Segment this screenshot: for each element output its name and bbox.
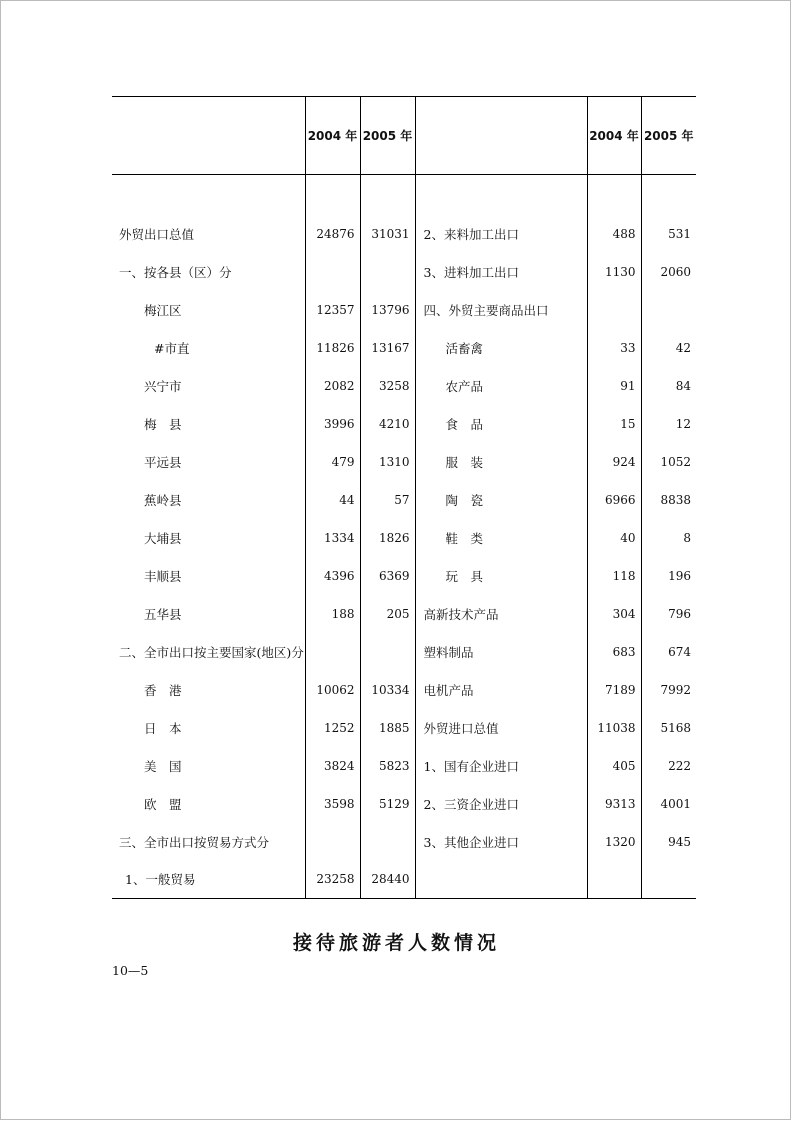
right-item-label: 陶 瓷	[415, 481, 587, 519]
left-value-2004: 188	[305, 595, 360, 633]
foreign-trade-table	[112, 96, 696, 899]
right-value-2004: 488	[587, 215, 641, 253]
left-value-2004: 24876	[305, 215, 360, 253]
left-item-label: 蕉岭县	[144, 492, 182, 508]
right-item-label: 玩 具	[415, 557, 587, 595]
right-value-2004: 40	[587, 519, 641, 557]
table-row	[112, 481, 696, 519]
right-value-2005: 7992	[641, 671, 696, 709]
left-item-label: 香 港	[144, 682, 182, 698]
left-item-label: 日 本	[144, 720, 182, 736]
right-value-2005: 42	[641, 329, 696, 367]
table-row	[112, 215, 696, 253]
table-row	[112, 443, 696, 481]
right-value-2004: 15	[587, 405, 641, 443]
left-value-2005: 13796	[360, 291, 415, 329]
right-item-label: 服 装	[415, 443, 587, 481]
left-value-2004: 11826	[305, 329, 360, 367]
left-value-2005: 10334	[360, 671, 415, 709]
left-value-2004: 479	[305, 443, 360, 481]
table-row	[112, 291, 696, 329]
left-value-2005: 1885	[360, 709, 415, 747]
table-row	[112, 633, 696, 671]
left-value-2005: 6369	[360, 557, 415, 595]
right-value-2004	[587, 291, 641, 329]
right-item-label: 外贸进口总值	[415, 709, 587, 747]
right-item-label: 四、外贸主要商品出口	[415, 291, 587, 329]
table-row	[112, 519, 696, 557]
right-item-label: 食 品	[415, 405, 587, 443]
right-item-label: 农产品	[415, 367, 587, 405]
left-value-2004: 4396	[305, 557, 360, 595]
right-item-label: 3、进料加工出口	[415, 253, 587, 291]
left-value-2004: 3598	[305, 785, 360, 823]
left-value-2004	[305, 633, 360, 671]
right-item-label	[415, 861, 587, 899]
table-row	[112, 747, 696, 785]
right-value-2005: 531	[641, 215, 696, 253]
table-row	[112, 557, 696, 595]
table-row	[112, 253, 696, 291]
left-item-label: #市直	[154, 340, 190, 356]
right-value-2005	[641, 291, 696, 329]
right-value-2004: 6966	[587, 481, 641, 519]
left-value-2004: 44	[305, 481, 360, 519]
left-value-2005: 13167	[360, 329, 415, 367]
left-item-label: 丰顺县	[144, 568, 182, 584]
left-item-label: 美 国	[144, 758, 182, 774]
left-value-2004: 1334	[305, 519, 360, 557]
table-spacer-row	[112, 175, 696, 215]
left-item-label: 梅江区	[144, 302, 182, 318]
left-value-2005	[360, 633, 415, 671]
left-value-2004: 12357	[305, 291, 360, 329]
right-value-2004	[587, 861, 641, 899]
left-item-label: 三、全市出口按贸易方式分	[119, 834, 270, 850]
left-value-2005: 57	[360, 481, 415, 519]
left-item-label: 1、一般贸易	[125, 872, 196, 888]
header-item-right	[415, 97, 587, 175]
right-value-2004: 9313	[587, 785, 641, 823]
left-value-2005: 5129	[360, 785, 415, 823]
left-item-label: 梅 县	[144, 416, 182, 432]
table-row	[112, 861, 696, 899]
right-value-2004: 11038	[587, 709, 641, 747]
right-item-label: 3、其他企业进口	[415, 823, 587, 861]
right-value-2005	[641, 861, 696, 899]
right-value-2005: 84	[641, 367, 696, 405]
left-value-2005: 28440	[360, 861, 415, 899]
right-value-2004: 304	[587, 595, 641, 633]
table-row	[112, 405, 696, 443]
left-value-2005	[360, 823, 415, 861]
right-item-label: 活畜禽	[415, 329, 587, 367]
right-value-2005: 8	[641, 519, 696, 557]
table-body	[112, 175, 696, 899]
right-value-2005: 1052	[641, 443, 696, 481]
table-code: 10—5	[112, 963, 149, 978]
left-value-2004: 10062	[305, 671, 360, 709]
table-row	[112, 785, 696, 823]
left-item-label: 大埔县	[144, 530, 182, 546]
left-value-2005: 4210	[360, 405, 415, 443]
right-value-2005: 222	[641, 747, 696, 785]
right-value-2005: 196	[641, 557, 696, 595]
header-2005-right: 2005 年	[641, 97, 696, 175]
left-item-label: 二、全市出口按主要国家(地区)分	[119, 644, 304, 660]
table-row	[112, 595, 696, 633]
right-value-2005: 4001	[641, 785, 696, 823]
left-value-2005: 1310	[360, 443, 415, 481]
table-row	[112, 709, 696, 747]
header-2004-left: 2004 年	[305, 97, 360, 175]
left-value-2005: 1826	[360, 519, 415, 557]
right-value-2004: 91	[587, 367, 641, 405]
header-2004-right: 2004 年	[587, 97, 641, 175]
left-value-2005: 3258	[360, 367, 415, 405]
left-item-label: 兴宁市	[144, 378, 182, 394]
left-item-label: 一、按各县（区）分	[119, 264, 232, 280]
right-item-label: 电机产品	[415, 671, 587, 709]
right-value-2004: 33	[587, 329, 641, 367]
right-value-2005: 796	[641, 595, 696, 633]
left-item-label: 外贸出口总值	[119, 226, 195, 242]
right-item-label: 2、来料加工出口	[415, 215, 587, 253]
right-item-label: 1、国有企业进口	[415, 747, 587, 785]
right-value-2005: 12	[641, 405, 696, 443]
right-value-2005: 8838	[641, 481, 696, 519]
left-value-2005: 205	[360, 595, 415, 633]
section-title: 接待旅游者人数情况	[292, 932, 500, 954]
right-value-2005: 2060	[641, 253, 696, 291]
right-value-2004: 683	[587, 633, 641, 671]
right-value-2004: 1320	[587, 823, 641, 861]
table-row	[112, 671, 696, 709]
left-item-label: 平远县	[144, 454, 182, 470]
left-value-2004	[305, 823, 360, 861]
right-value-2004: 924	[587, 443, 641, 481]
header-2005-left: 2005 年	[360, 97, 415, 175]
left-value-2004: 3824	[305, 747, 360, 785]
left-value-2004: 23258	[305, 861, 360, 899]
table-header	[112, 97, 696, 175]
left-value-2004	[305, 253, 360, 291]
right-value-2005: 945	[641, 823, 696, 861]
table-row	[112, 367, 696, 405]
header-item-left	[112, 97, 305, 175]
left-value-2005: 5823	[360, 747, 415, 785]
right-value-2004: 405	[587, 747, 641, 785]
right-item-label: 2、三资企业进口	[415, 785, 587, 823]
left-item-label: 五华县	[144, 606, 182, 622]
right-value-2004: 118	[587, 557, 641, 595]
right-item-label: 鞋 类	[415, 519, 587, 557]
foreign-trade-table-container	[112, 96, 696, 899]
table-row	[112, 329, 696, 367]
right-item-label: 高新技术产品	[415, 595, 587, 633]
left-value-2004: 1252	[305, 709, 360, 747]
left-item-label: 欧 盟	[144, 796, 182, 812]
left-value-2004: 2082	[305, 367, 360, 405]
left-value-2005	[360, 253, 415, 291]
left-value-2005: 31031	[360, 215, 415, 253]
right-item-label: 塑料制品	[415, 633, 587, 671]
right-value-2004: 7189	[587, 671, 641, 709]
right-value-2005: 674	[641, 633, 696, 671]
table-row	[112, 823, 696, 861]
right-value-2005: 5168	[641, 709, 696, 747]
left-value-2004: 3996	[305, 405, 360, 443]
right-value-2004: 1130	[587, 253, 641, 291]
